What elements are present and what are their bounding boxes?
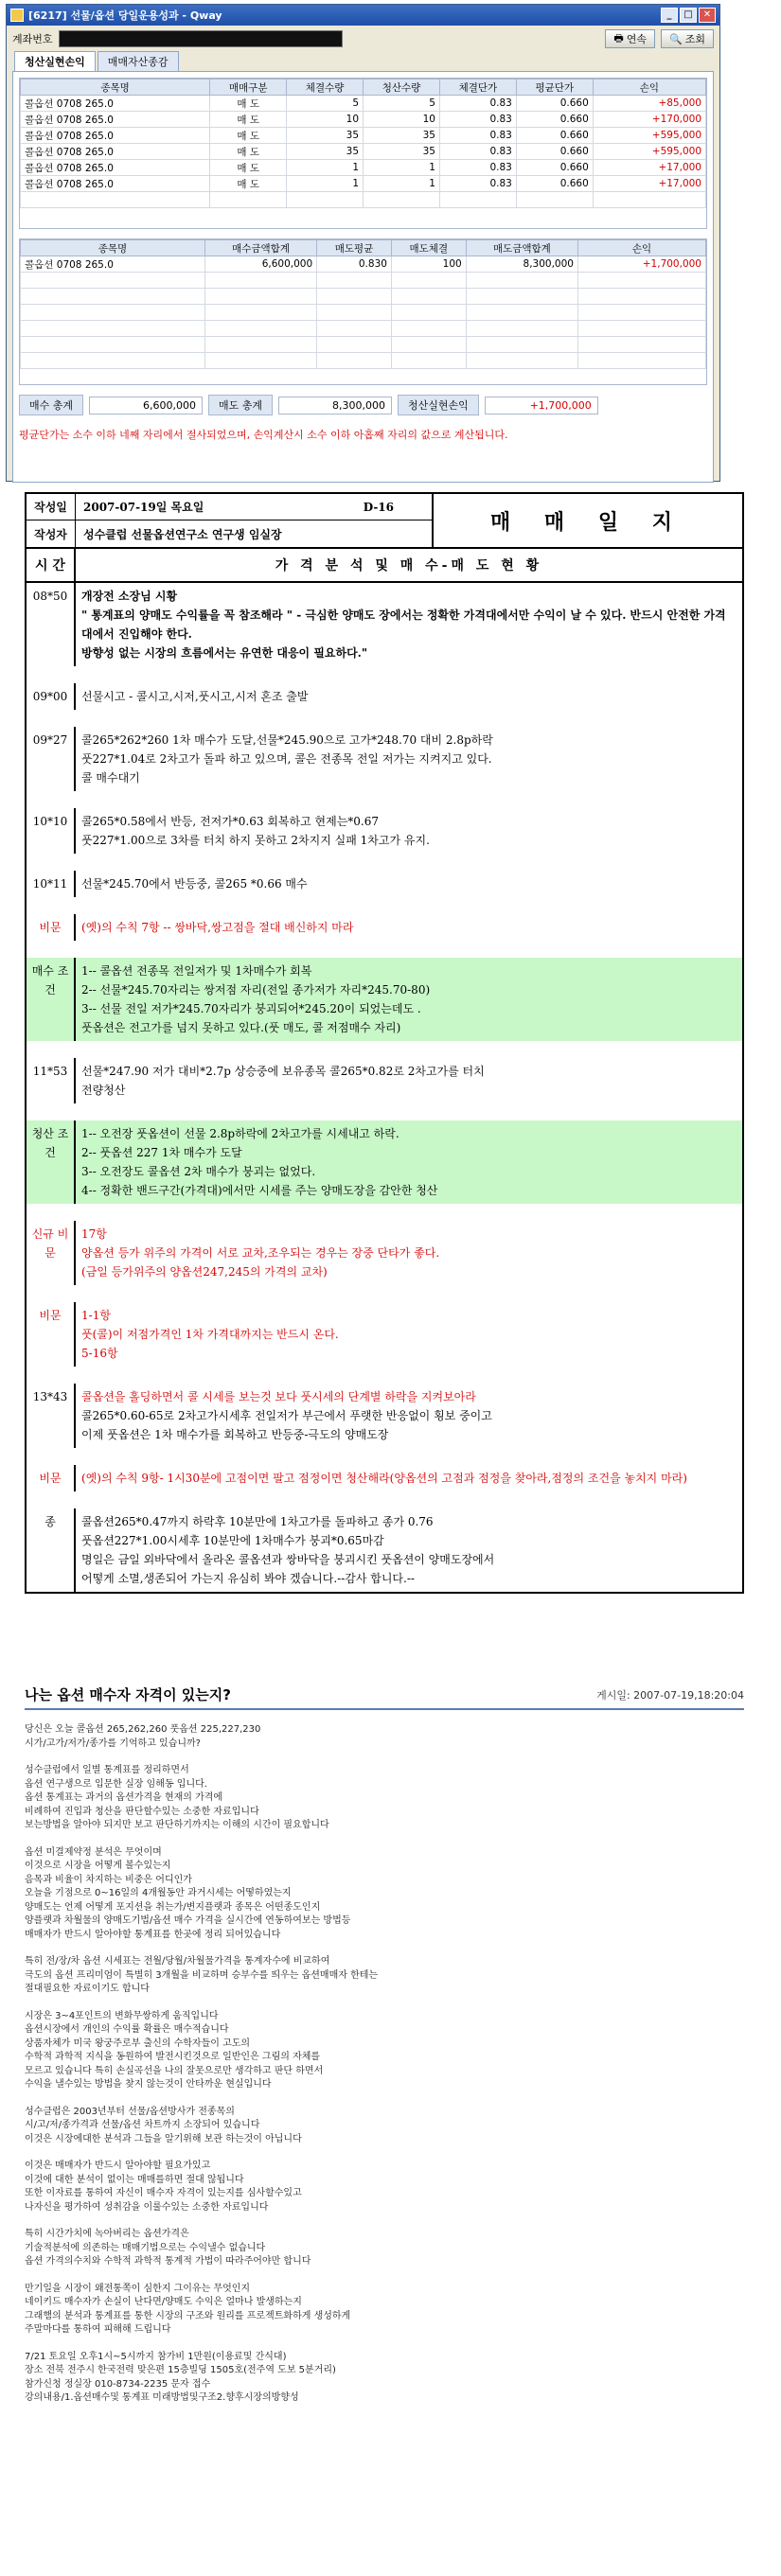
article-title: 나는 옵션 매수자 자격이 있는지?: [25, 1686, 231, 1703]
entry-line: 1-- 콜옵션 전종목 전일저가 및 1차매수가 회복: [81, 964, 312, 978]
entry-time: 매수 조건: [27, 958, 76, 1041]
entry-time: 08*50: [27, 583, 76, 666]
article-line: 양매도는 언제 어떻게 포지션을 취는가/변지플랫과 종목은 어떤종도인지: [25, 1901, 321, 1913]
table-cell: 35: [287, 144, 364, 160]
table-cell: [21, 289, 205, 305]
article-line: 옵션 미결제약정 분석은 무엇이며: [25, 1846, 162, 1858]
journal-entry: [27, 1509, 742, 1592]
table-cell: +85,000: [593, 96, 705, 112]
entry-time: 13*43: [27, 1384, 76, 1448]
table-cell: [204, 273, 316, 289]
article-line: 수익을 낼수있는 방법을 찾지 않는것이 안타까운 현실입니다: [25, 2079, 272, 2090]
date-label: 작성일: [27, 494, 76, 520]
journal-entries: [27, 583, 742, 1592]
entry-time: 10*10: [27, 808, 76, 854]
table-cell: [466, 273, 577, 289]
entry-line: (옛)의 수칙 9항- 1시30분에 고점이면 팔고 점정이면 청산해라(양옵션의 고점과 점정을 찾아라,점정의 조건을 놓치지 마라): [81, 1472, 687, 1485]
entry-body: [76, 1120, 742, 1204]
account-bar: [7, 26, 719, 52]
search-icon: 🔍: [669, 32, 683, 45]
table-cell: 콜옵션 0708 265.0: [21, 144, 210, 160]
table-cell: +1,700,000: [577, 256, 705, 273]
journal-entry: [27, 1384, 742, 1448]
table-cell: 0.660: [516, 112, 593, 128]
entry-time: 비문: [27, 1465, 76, 1491]
article-line: 장소 전북 전주시 한국전력 맞은편 15층빌딩 1505호(전주역 도보 5분거리): [25, 2365, 336, 2375]
table-cell: 콜옵션 0708 265.0: [21, 112, 210, 128]
title-bar: [7, 5, 719, 26]
entry-line: 풋옵션227*1.00시세후 10분만에 1차매수가 붕괴*0.65마감: [81, 1534, 384, 1547]
entry-line: 풋옵션은 전고가를 넘지 못하고 있다.(풋 매도, 콜 저점매수 자리): [81, 1021, 401, 1034]
article-line: 만기일을 시장이 왜전통쪽이 심한지 그이유는 무엇인지: [25, 2283, 251, 2294]
article-paragraph: [25, 2283, 744, 2338]
article-paragraph: [25, 2160, 744, 2214]
table-cell: [317, 321, 392, 337]
entry-line: 어떻게 소멸,생존되어 가는지 유심히 봐야 겠습니다.--감사 합니다.--: [81, 1572, 415, 1585]
sell-total-label: 매도 총계: [208, 395, 273, 415]
entry-body: [76, 1465, 742, 1491]
article-line: 7/21 토요일 오후1시~5시까지 참가비 1만원(이용료및 간식대): [25, 2351, 287, 2362]
entry-body: [76, 1302, 742, 1367]
table-cell: [391, 321, 466, 337]
table-cell: [204, 289, 316, 305]
tab-realized-pl[interactable]: 청산실현손익: [14, 51, 96, 71]
column-header[interactable]: 체결단가: [439, 79, 516, 96]
entry-line: 2-- 풋옵션 227 1차 매수가 도달: [81, 1146, 242, 1159]
article-line: 이것에 대한 분석이 없이는 매매를하면 절대 않됩니다: [25, 2174, 244, 2185]
empty-row: [21, 192, 706, 208]
article-paragraph: [25, 1764, 744, 1833]
table-cell: [204, 321, 316, 337]
table-cell: 콜옵션 0708 265.0: [21, 160, 210, 176]
article-paragraph: [25, 2010, 744, 2092]
table-cell: [391, 273, 466, 289]
table-cell: [439, 192, 516, 208]
table-cell: 매 도: [210, 96, 287, 112]
table-cell: 매 도: [210, 128, 287, 144]
trading-journal: [25, 492, 744, 1594]
column-header[interactable]: 평균단가: [516, 79, 593, 96]
table-row[interactable]: [21, 176, 706, 192]
entry-body: [76, 871, 742, 897]
entry-line: 개장전 소장님 시황: [81, 590, 178, 603]
table-row[interactable]: [21, 160, 706, 176]
table-cell: [204, 305, 316, 321]
journal-author: 성수클럽 선물옵션연구소 연구생 임실장: [83, 527, 282, 541]
table-cell: [593, 192, 705, 208]
table-cell: 1: [364, 160, 440, 176]
table-cell: 0.83: [439, 112, 516, 128]
trades-grid: [19, 78, 707, 229]
table-cell: 0.660: [516, 144, 593, 160]
entry-body: [76, 727, 742, 791]
journal-entry: [27, 1058, 742, 1103]
column-header[interactable]: 손익: [593, 79, 705, 96]
table-cell: [21, 337, 205, 353]
sell-total-value: 8,300,000: [278, 397, 392, 415]
account-label: 계좌번호: [12, 33, 53, 45]
print-button-label: 연속: [626, 33, 648, 45]
totals-bar: [19, 395, 707, 415]
table-cell: [466, 337, 577, 353]
article-line: 나자신을 평가하여 성취감을 이룰수있는 소중한 자료입니다: [25, 2201, 269, 2213]
table-cell: [21, 192, 210, 208]
table-cell: [317, 353, 392, 369]
entry-line: 콜265*262*260 1차 매수가 도달,선물*245.90으로 고가*248.70 대비 2.8p하락: [81, 733, 493, 747]
entry-time: 10*11: [27, 871, 76, 897]
article-line: 보는방법을 알아야 되지만 보고 판단하기까지는 이해의 시간이 필요합니다: [25, 1820, 329, 1830]
entry-body: [76, 958, 742, 1041]
journal-entry: [27, 958, 742, 1041]
notice-text: 평균단가는 소수 이하 네째 자리에서 절사되었으며, 손익계산시 소수 이하 아홉째 자리의 값으로 계산됩니다.: [19, 429, 508, 441]
entry-line: 3-- 오전장도 콜옵션 2차 매수가 붕괴는 없었다.: [81, 1165, 316, 1178]
entry-line: 풋(콜)이 저점가격인 1차 가격대까지는 반드시 온다.: [81, 1328, 339, 1341]
entry-line: 5-16항: [81, 1347, 118, 1360]
table-cell: [391, 353, 466, 369]
table-cell: 0.660: [516, 128, 593, 144]
article-line: 성수클럽에서 일별 통계표를 정리하면서: [25, 1765, 189, 1775]
article-paragraph: [25, 2351, 744, 2406]
table-cell: [287, 192, 364, 208]
entry-time: 09*27: [27, 727, 76, 791]
table-cell: [391, 289, 466, 305]
window-title: [6217] 선물/옵션 당일운용성과 - Qway: [28, 9, 222, 22]
time-column-header: 시 간: [27, 549, 76, 581]
article-paragraph: [25, 1723, 744, 1751]
article-body: [25, 1723, 744, 2406]
entry-line: 3-- 선물 전일 저가*245.70자리가 붕괴되어*245.20이 되었는데도 .: [81, 1002, 421, 1015]
entry-body: [76, 1221, 742, 1285]
entry-line: 4-- 정확한 밴드구간(가격대)에서만 시세를 주는 양매도장을 감안한 청산: [81, 1184, 438, 1197]
table-cell: 6,600,000: [204, 256, 316, 273]
entry-line: 콜 매수대기: [81, 771, 140, 785]
trading-window: [6, 4, 720, 482]
column-header[interactable]: 종목명: [21, 79, 210, 96]
entry-body: [76, 1058, 742, 1103]
table-cell: 10: [364, 112, 440, 128]
table-cell: [210, 192, 287, 208]
table-row[interactable]: [21, 128, 706, 144]
table-cell: 1: [287, 176, 364, 192]
entry-line: 콜265*0.58에서 반등, 전저가*0.63 회복하고 현제는*0.67: [81, 815, 380, 828]
table-cell: 0.83: [439, 96, 516, 112]
entry-line: 콜옵션을 홀딩하면서 콜 시세를 보는것 보다 풋시세의 단계별 하락을 지켜보아라: [81, 1390, 476, 1403]
journal-title: 매 매 일 지: [490, 509, 685, 535]
column-header[interactable]: 매매구분: [210, 79, 287, 96]
journal-entry: [27, 1221, 742, 1285]
minimize-icon[interactable]: _: [661, 8, 678, 23]
entry-body: [76, 683, 742, 710]
table-cell: [21, 321, 205, 337]
article-paragraph: [25, 2228, 744, 2269]
article-line: 옵션 통계표는 과거의 옵션가격을 현재의 가격에: [25, 1792, 223, 1803]
table-cell: 0.83: [439, 160, 516, 176]
article-line: 주말마다를 통하여 피해해 드립니다: [25, 2324, 171, 2335]
journal-header: [27, 494, 742, 549]
article-header: [25, 1685, 744, 1710]
empty-row: [21, 353, 706, 369]
entry-line: 방향성 없는 시장의 흐름에서는 유연한 대응이 필요하다.": [81, 646, 368, 660]
article-line: 매매자가 반드시 알아야할 통계표를 한곳에 정리 되어있습니다: [25, 1929, 281, 1940]
article-line: 네이키드 매수자가 손실이 난다면/양매도 수익은 얼마나 발생하는지: [25, 2297, 302, 2307]
journal-entry: [27, 808, 742, 854]
table-cell: 35: [287, 128, 364, 144]
empty-row: [21, 305, 706, 321]
journal-columns: [27, 549, 742, 583]
article-line: 이것으로 시장을 어떻게 볼수있는지: [25, 1861, 171, 1871]
table-cell: +595,000: [593, 144, 705, 160]
close-icon[interactable]: ✕: [699, 8, 716, 23]
journal-date: 2007-07-19일 목요일: [83, 501, 204, 514]
entry-line: 1-- 오전장 풋옵션이 선물 2.8p하락에 2차고가를 시세내고 하락.: [81, 1127, 399, 1140]
table-cell: [577, 305, 705, 321]
table-cell: 0.830: [317, 256, 392, 273]
article-paragraph: [25, 1846, 744, 1943]
account-number-field[interactable]: [59, 30, 343, 47]
print-icon: 🖶: [613, 31, 624, 44]
table-cell: [317, 337, 392, 353]
column-header[interactable]: 종목명: [21, 240, 205, 256]
table-cell: [577, 321, 705, 337]
table-cell: 35: [364, 128, 440, 144]
table-cell: 콜옵션 0708 265.0: [21, 176, 210, 192]
journal-dday: D-16: [363, 500, 394, 514]
maximize-icon[interactable]: □: [680, 8, 697, 23]
article-line: 오늘을 기점으로 0~16일의 4개월동안 과거시세는 어떻하였는지: [25, 1888, 292, 1898]
article-line: 강의내용/1.옵션매수및 통계표 미래방법및구조2.향후시장의방향성: [25, 2392, 299, 2403]
table-cell: 5: [287, 96, 364, 112]
buy-total-value: 6,600,000: [89, 397, 203, 415]
column-header[interactable]: 청산수량: [364, 79, 440, 96]
article-line: 특히 시간가치에 녹아버리는 옵션가격은: [25, 2229, 189, 2239]
entry-line: 선물*245.70에서 반등중, 콜265 *0.66 매수: [81, 877, 308, 891]
table-cell: 0.83: [439, 128, 516, 144]
table-cell: 35: [364, 144, 440, 160]
table-row[interactable]: [21, 96, 706, 112]
article-line: 시장은 3~4포인트의 변화무쌍하게 움직입니다: [25, 2010, 219, 2021]
article-paragraph: [25, 2106, 744, 2147]
column-header[interactable]: 매도체결: [391, 240, 466, 256]
article-line: 또한 이자료를 통하여 자신이 매수자 자격이 있는지를 심사할수있고: [25, 2188, 302, 2198]
entry-line: 콜265*0.60-65로 2차고가시세후 전일저가 부근에서 푸랫한 반응없이 횡보 중이고: [81, 1409, 492, 1422]
article-line: 옵션 연구생으로 입문한 실장 임해동 입니다.: [25, 1778, 207, 1790]
author-label: 작성자: [27, 520, 76, 547]
journal-entry: [27, 914, 742, 941]
journal-entry: [27, 583, 742, 666]
table-cell: 매 도: [210, 176, 287, 192]
entry-body: [76, 808, 742, 854]
article-line: 성수클럽은 2003년부터 선물/옵션방사가 전종목의: [25, 2106, 235, 2117]
entry-body: [76, 583, 742, 666]
query-button-label: 조회: [684, 33, 705, 45]
article-line: 특히 전/장/차 옵션 시세표는 전월/당월/차월물가격을 통계자수에 비교하여: [25, 1956, 330, 1967]
table-cell: [577, 353, 705, 369]
entry-line: 풋227*1.00으로 3차를 터치 하지 못하고 2차지지 실패 1차고가 유지.: [81, 834, 430, 847]
empty-row: [21, 337, 706, 353]
table-cell: 콜옵션 0708 265.0: [21, 256, 205, 273]
article-line: 옵션시장에서 개인의 수익률 확률은 매수적습니다: [25, 2024, 229, 2035]
entry-line: 콜옵션265*0.47까지 하락후 10분만에 1차고가를 돌파하고 종가 0.76: [81, 1515, 434, 1528]
entry-time: 종: [27, 1509, 76, 1592]
table-cell: 콜옵션 0708 265.0: [21, 128, 210, 144]
article-line: 참가신청 정실장 010-8734-2235 문자 접수: [25, 2378, 211, 2390]
realized-pl-label: 청산실현손익: [398, 395, 479, 415]
journal-entry: [27, 1120, 742, 1204]
entry-line: 풋227*1.04로 2차고가 돌파 하고 있으며, 콜은 전종목 전일 저가는 지켜지고 있다.: [81, 752, 492, 766]
query-button[interactable]: [661, 29, 714, 48]
table-cell: 0.660: [516, 176, 593, 192]
article-line: 당신은 오늘 콜옵션 265,262,260 풋옵션 225,227,230: [25, 1724, 261, 1735]
article-date: 게시일: 2007-07-19,18:20:04: [596, 1688, 744, 1702]
table-cell: +17,000: [593, 176, 705, 192]
entry-line: (옛)의 수칙 7항 -- 쌍바닥,쌍고점을 절대 배신하지 마라: [81, 921, 354, 934]
entry-line: 17항: [81, 1227, 107, 1241]
table-row[interactable]: [21, 256, 706, 273]
column-header[interactable]: 매도금액합계: [466, 240, 577, 256]
entry-time: 신규 비문: [27, 1221, 76, 1285]
entry-time: 비문: [27, 1302, 76, 1367]
article-line: 옵션 가격의수치와 수학적 과학적 통계적 가법이 따라주어야만 합니다: [25, 2256, 311, 2267]
table-cell: +170,000: [593, 112, 705, 128]
article-line: 비례하여 진입과 청산을 판단할수있는 소중한 자료입니다: [25, 1806, 259, 1817]
table-cell: [21, 353, 205, 369]
table-cell: [317, 273, 392, 289]
table-cell: 1: [364, 176, 440, 192]
table-cell: [21, 273, 205, 289]
table-row[interactable]: [21, 144, 706, 160]
entry-time: 09*00: [27, 683, 76, 710]
table-cell: [466, 305, 577, 321]
table-cell: [317, 289, 392, 305]
column-header[interactable]: 매도평균: [317, 240, 392, 256]
buy-total-label: 매수 총계: [19, 395, 83, 415]
body-column-header: 가 격 분 석 및 매 수-매 도 현 황: [275, 558, 543, 573]
table-cell: 5: [364, 96, 440, 112]
table-cell: 100: [391, 256, 466, 273]
article-line: 이것은 시장에대한 분석과 그들을 알기위해 보관 하는것이 아닙니다: [25, 2133, 302, 2144]
entry-line: 2-- 선물*245.70자리는 쌍저점 자리(전일 종가저가 자리*245.70-80): [81, 983, 431, 997]
article-line: 이것은 매매자가 반드시 알아야할 필요가있고: [25, 2161, 211, 2171]
summary-grid: [19, 238, 707, 385]
table-cell: [577, 289, 705, 305]
table-cell: 1: [287, 160, 364, 176]
article-line: 그래햄의 분석과 통계표를 통한 시장의 구조와 원리를 프로젝트화하게 생성하게: [25, 2310, 351, 2321]
article-line: 상품자체가 미국 왕궁주로부 출신의 수학자들이 고도의: [25, 2038, 251, 2049]
article: [25, 1685, 744, 2419]
entry-line: 양옵션 등가 위주의 가격이 서로 교차,조우되는 경우는 장중 단타가 좋다.: [81, 1246, 440, 1260]
journal-entry: [27, 683, 742, 710]
empty-row: [21, 289, 706, 305]
print-button[interactable]: [605, 29, 655, 48]
table-row[interactable]: [21, 112, 706, 128]
table-cell: [391, 305, 466, 321]
table-cell: 10: [287, 112, 364, 128]
article-line: 음목과 비율이 차지하는 비중은 어디인가: [25, 1874, 192, 1885]
table-cell: 매 도: [210, 144, 287, 160]
table-cell: +595,000: [593, 128, 705, 144]
table-cell: [391, 337, 466, 353]
entry-line: 전량청산: [81, 1084, 126, 1097]
entry-line: 선물시고 - 콜시고,시저,풋시고,시저 혼조 출발: [81, 690, 309, 703]
entry-line: 1-1항: [81, 1309, 111, 1322]
entry-line: 이제 풋옵션은 1차 매수가를 회복하고 반등중-극도의 양매도장: [81, 1428, 389, 1441]
article-line: 기술적분석에 의존하는 매매기법으로는 수익낼수 없습니다: [25, 2242, 266, 2253]
entry-time: 청산 조건: [27, 1120, 76, 1204]
journal-entry: [27, 1302, 742, 1367]
tab-panel: [12, 71, 714, 483]
table-cell: 매 도: [210, 112, 287, 128]
table-cell: [21, 305, 205, 321]
column-header[interactable]: 손익: [577, 240, 705, 256]
entry-line: 명일은 금일 외바닥에서 올라온 콜옵션과 쌍바닥을 붕괴시킨 풋옵션이 양매도장에서: [81, 1553, 495, 1566]
entry-line: 선물*247.90 저가 대비*2.7p 상승중에 보유종목 콜265*0.82로 2차고가를 터치: [81, 1065, 485, 1078]
article-line: 시/고/저/종가격과 선물/옵션 차트까지 소장되어 있습니다: [25, 2120, 260, 2130]
journal-entry: [27, 871, 742, 897]
table-cell: +17,000: [593, 160, 705, 176]
table-cell: [466, 289, 577, 305]
table-cell: [204, 337, 316, 353]
article-paragraph: [25, 1955, 744, 1997]
table-cell: 8,300,000: [466, 256, 577, 273]
table-cell: 0.660: [516, 160, 593, 176]
article-line: 극도의 옵션 프리미엄이 특별히 3개월을 비교하며 승부수를 띄우는 옵션매매자 한테는: [25, 1969, 379, 1981]
empty-row: [21, 273, 706, 289]
article-line: 수학적 과학적 지식을 동원하여 발전시킨것으로 일반인은 그림의 자체를: [25, 2052, 321, 2062]
empty-row: [21, 321, 706, 337]
journal-entry: [27, 1465, 742, 1491]
table-cell: 0.83: [439, 176, 516, 192]
tab-bar: [7, 52, 719, 71]
table-cell: 0.660: [516, 96, 593, 112]
table-cell: [516, 192, 593, 208]
realized-pl-value: +1,700,000: [485, 397, 598, 415]
entry-time: 11*53: [27, 1058, 76, 1103]
entry-line: " 통계표의 양매도 수익률을 꼭 참조해라 " - 극심한 양매도 장에서는 정확한 가격대에서만 수익이 날 수 있다. 반드시 안전한 가격대에서 진입해야 한다.: [81, 609, 726, 641]
article-line: 양플랫과 차월물의 양매도기법/옵션 매수 가격을 실시간에 연동하여보는 방법등: [25, 1915, 351, 1926]
table-cell: [466, 321, 577, 337]
column-header[interactable]: 체결수량: [287, 79, 364, 96]
article-line: 시가/고가/저가/종가를 기억하고 있습니까?: [25, 1738, 201, 1749]
table-cell: 0.83: [439, 144, 516, 160]
table-cell: [577, 273, 705, 289]
entry-line: (금일 등가위주의 양옵션247,245의 가격의 교차): [81, 1265, 328, 1279]
journal-entry: [27, 727, 742, 791]
table-cell: [317, 305, 392, 321]
table-cell: [204, 353, 316, 369]
app-icon: [10, 9, 24, 22]
entry-body: [76, 914, 742, 941]
entry-body: [76, 1509, 742, 1592]
article-line: 절대필요한 자료이기도 합니다: [25, 1984, 150, 1994]
table-cell: 콜옵션 0708 265.0: [21, 96, 210, 112]
tab-asset-change[interactable]: 매매자산종감: [98, 51, 179, 71]
column-header[interactable]: 매수금액합계: [204, 240, 316, 256]
table-cell: [577, 337, 705, 353]
table-cell: [466, 353, 577, 369]
table-cell: [364, 192, 440, 208]
table-cell: 매 도: [210, 160, 287, 176]
entry-body: [76, 1384, 742, 1448]
entry-time: 비문: [27, 914, 76, 941]
article-line: 모르고 있습니다 특히 손실곡선을 나의 잘못으로만 생각하고 판단 하면서: [25, 2065, 324, 2076]
